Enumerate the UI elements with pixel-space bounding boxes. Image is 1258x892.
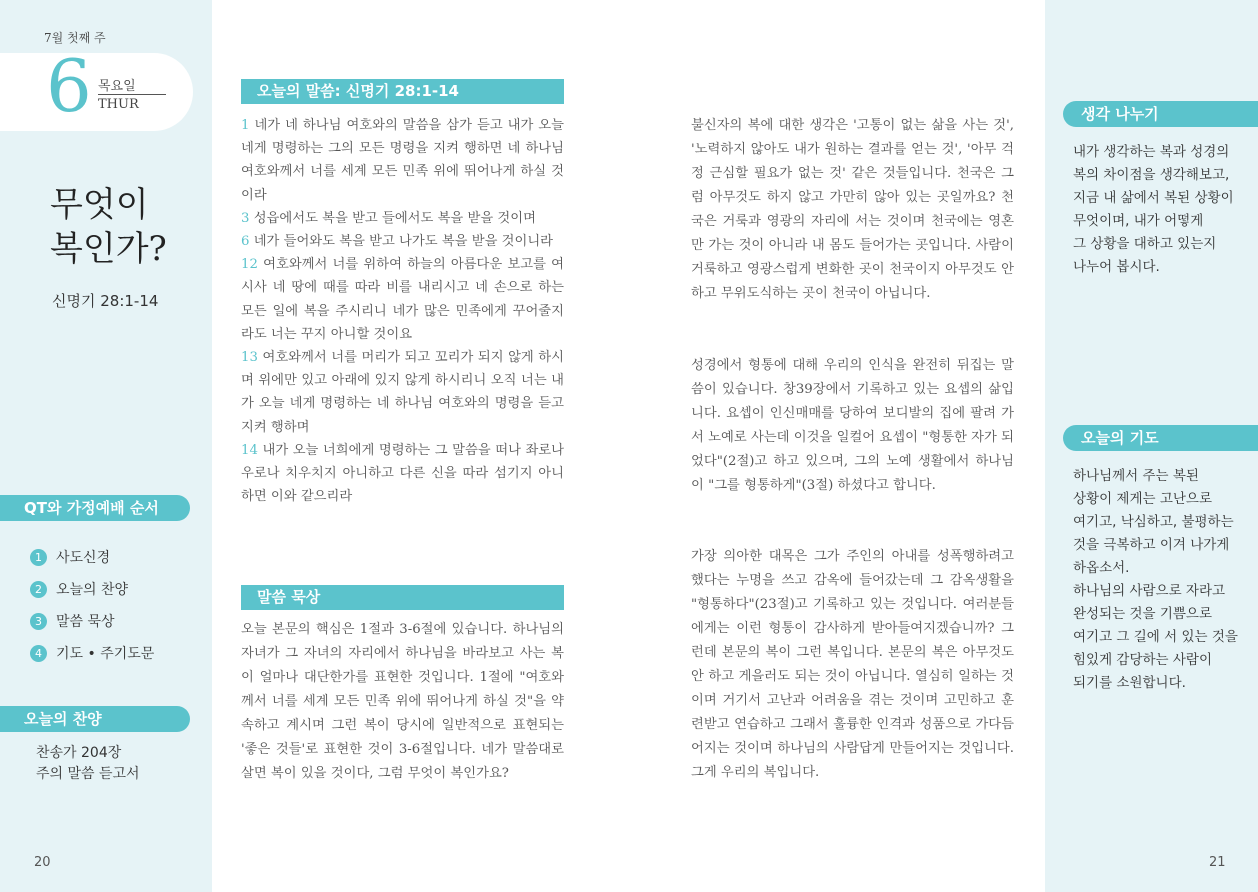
- verse-number: 13: [241, 350, 258, 366]
- order-item-label: 기도 • 주기도문: [56, 646, 155, 662]
- share-heading: 생각 나누기: [1063, 101, 1258, 127]
- verse: [241, 346, 564, 439]
- share-line: 지금 내 삶에서 복된 상황이: [1073, 190, 1234, 206]
- order-item-label: 오늘의 찬양: [56, 582, 129, 598]
- verse: [241, 253, 564, 346]
- word-heading: 오늘의 말씀: 신명기 28:1-14: [241, 79, 564, 104]
- verse-text: 네가 들어와도 복을 받고 나가도 복을 받을 것이니라: [253, 234, 554, 250]
- order-list: [30, 541, 154, 669]
- prayer-line: 여기고, 낙심하고, 불평하는: [1073, 514, 1234, 530]
- hymn-title: 주의 말씀 듣고서: [36, 766, 140, 782]
- order-number-badge: 3: [30, 613, 47, 630]
- prayer-line: 하나님의 사람으로 자라고: [1073, 583, 1226, 599]
- order-item: [30, 637, 154, 669]
- day-name-korean: 목요일: [98, 79, 136, 94]
- verse-number: 1: [241, 118, 250, 133]
- order-item: [30, 541, 154, 573]
- verse-list: [241, 114, 564, 508]
- week-label: 7월 첫째 주: [44, 31, 106, 45]
- verse-text: 네가 네 하나님 여호와의 말씀을 삼가 듣고 내가 오늘 네게 명령하는 그의 모든 명령을 지켜 행하면 네 하나님 여호와께서 너를 세계 모든 민족 위에 뛰어나게 하실 것이라: [241, 118, 564, 203]
- order-item: [30, 573, 154, 605]
- prayer-text: [1073, 465, 1243, 695]
- prayer-line: 여기고 그 길에 서 있는 것을: [1073, 629, 1238, 645]
- page-number-left: 20: [34, 855, 51, 870]
- prayer-line: 상황이 제게는 고난으로: [1073, 491, 1212, 507]
- order-number-badge: 1: [30, 549, 47, 566]
- prayer-line: 것을 극복하고 이겨 나가게: [1073, 537, 1230, 553]
- share-line: 그 상황을 대하고 있는지: [1073, 236, 1217, 252]
- share-line: 복의 차이점을 생각해보고,: [1073, 167, 1230, 183]
- day-divider: [98, 94, 166, 95]
- order-number-badge: 4: [30, 645, 47, 662]
- verse: [241, 230, 564, 253]
- order-item-label: 사도신경: [56, 550, 111, 566]
- verse: [241, 439, 564, 509]
- verse-text: 성읍에서도 복을 받고 들에서도 복을 받을 것이며: [253, 210, 536, 226]
- date-badge: [0, 53, 193, 131]
- order-item: [30, 605, 154, 637]
- hymn-info: [36, 743, 140, 785]
- page-title: 무엇이 복인가?: [50, 185, 167, 269]
- verse-text: 내가 오늘 너희에게 명령하는 그 말씀을 떠나 좌로나 우로나 치우치지 아니하고 다른 신을 따라 섬기지 아니하면 이와 같으리라: [241, 442, 564, 505]
- order-item-label: 말씀 묵상: [56, 614, 115, 630]
- verse-number: 12: [241, 257, 258, 273]
- scripture-reference: 신명기 28:1-14: [52, 292, 159, 310]
- share-line: 내가 생각하는 복과 성경의: [1073, 144, 1230, 160]
- day-number: 6: [46, 44, 92, 128]
- hymn-heading: 오늘의 찬양: [0, 706, 190, 732]
- verse: [241, 114, 564, 207]
- verse-number: 14: [241, 442, 258, 458]
- share-text: [1073, 141, 1243, 279]
- share-line: 무엇이며, 내가 어떻게: [1073, 213, 1204, 229]
- verse-number: 6: [241, 234, 250, 250]
- prayer-line: 힘있게 감당하는 사람이: [1073, 652, 1212, 668]
- verse-text: 여호와께서 너를 위하여 하늘의 아름다운 보고를 여시사 네 땅에 때를 따라 비를 내리시고 네 손으로 하는 모든 일에 복을 주시리니 네가 많은 민족에게 꾸어줄지라도 너는 꾸지 아니할 것이요: [241, 257, 564, 342]
- order-heading: QT와 가정예배 순서: [0, 495, 190, 521]
- prayer-heading: 오늘의 기도: [1063, 425, 1258, 451]
- page-number-right: 21: [1209, 855, 1226, 870]
- meditation-heading: 말씀 묵상: [241, 585, 564, 610]
- prayer-line: 완성되는 것을 기쁨으로: [1073, 606, 1212, 622]
- day-name-english: THUR: [98, 97, 139, 112]
- body-paragraph: 성경에서 형통에 대해 우리의 인식을 완전히 뒤집는 말씀이 있습니다. 창39장에서 기록하고 있는 요셉의 삶입니다. 요셉이 인신매매를 당하여 보디발의 집에 팔려 가서 노예로 사는데 이것을 일컬어 요셉이 "형통한 자가 되었다"(2절)고 하고 있으며, 그의 노예 생활에서 하나님이 "그를 형통하게"(3절) 하셨다고 합니다.: [691, 358, 1014, 493]
- meditation-text: 오늘 본문의 핵심은 1절과 3-6절에 있습니다. 하나님의 자녀가 그 자녀의 자리에서 하나님을 바라보고 사는 복이 얼마나 대단한가를 표현한 것입니다. 1절에 "여호와께서 너를 세계 모든 민족 위에 뛰어나게 하실 것"을 약속하고 계시며 그런 복이 당시에 일반적으로 표현되는 '좋은 것들'로 표현한 것이 3-6절입니다. 네가 말씀대로 살면 복이 있을 것이다, 그럼 무엇이 복인가요?: [241, 622, 564, 781]
- share-line: 나누어 봅시다.: [1073, 259, 1160, 275]
- order-number-badge: 2: [30, 581, 47, 598]
- verse-number: 3: [241, 210, 250, 226]
- prayer-line: 되기를 소원합니다.: [1073, 675, 1186, 691]
- verse: [241, 207, 564, 230]
- body-paragraph: 불신자의 복에 대한 생각은 '고통이 없는 삶을 사는 것', '노력하지 않아도 내가 원하는 결과를 얻는 것', '아무 걱정 근심할 필요가 없는 것' 같은 것들입니다. 천국은 그럼 아무것도 하지 않고 가만히 않아 있는 곳일까요? 천국은 거룩과 영광의 자리에 서는 것이며 천국에는 영혼만 가는 것이 아니라 내 몸도 들어가는 곳입니다. 사람이 거룩하고 영광스럽게 변화한 곳이 천국이지 아무것도 안 하고 무위도식하는 곳이 천국이 아닙니다.: [691, 118, 1014, 301]
- prayer-line: 하나님께서 주는 복된: [1073, 468, 1199, 484]
- body-paragraph: 가장 의아한 대목은 그가 주인의 아내를 성폭행하려고 했다는 누명을 쓰고 감옥에 들어갔는데 그 감옥생활을 "형통하다"(23절)고 기록하고 있는 것입니다. 여러분들에게는 이런 형통이 감사하게 받아들여지겠습니까? 그런데 본문의 복이 그런 복입니다. 본문의 복은 아무것도 안 하고 게을러도 되는 것이 아닙니다. 열심히 일하는 것이며 거기서 고난과 어려움을 겪는 것이며 고민하고 훈련받고 연습하고 그래서 훌륭한 인격과 성품으로 가다듬어지는 것이며 하나님의 사람답게 만들어지는 것입니다. 그게 우리의 복입니다.: [691, 549, 1014, 780]
- hymn-number: 찬송가 204장: [36, 745, 122, 761]
- verse-text: 여호와께서 너를 머리가 되고 꼬리가 되지 않게 하시며 위에만 있고 아래에 있지 않게 하시리니 오직 너는 내가 오늘 네게 명령하는 네 하나님 여호와의 명령을 듣고 지켜 행하며: [241, 350, 564, 435]
- prayer-line: 하옵소서.: [1073, 560, 1130, 576]
